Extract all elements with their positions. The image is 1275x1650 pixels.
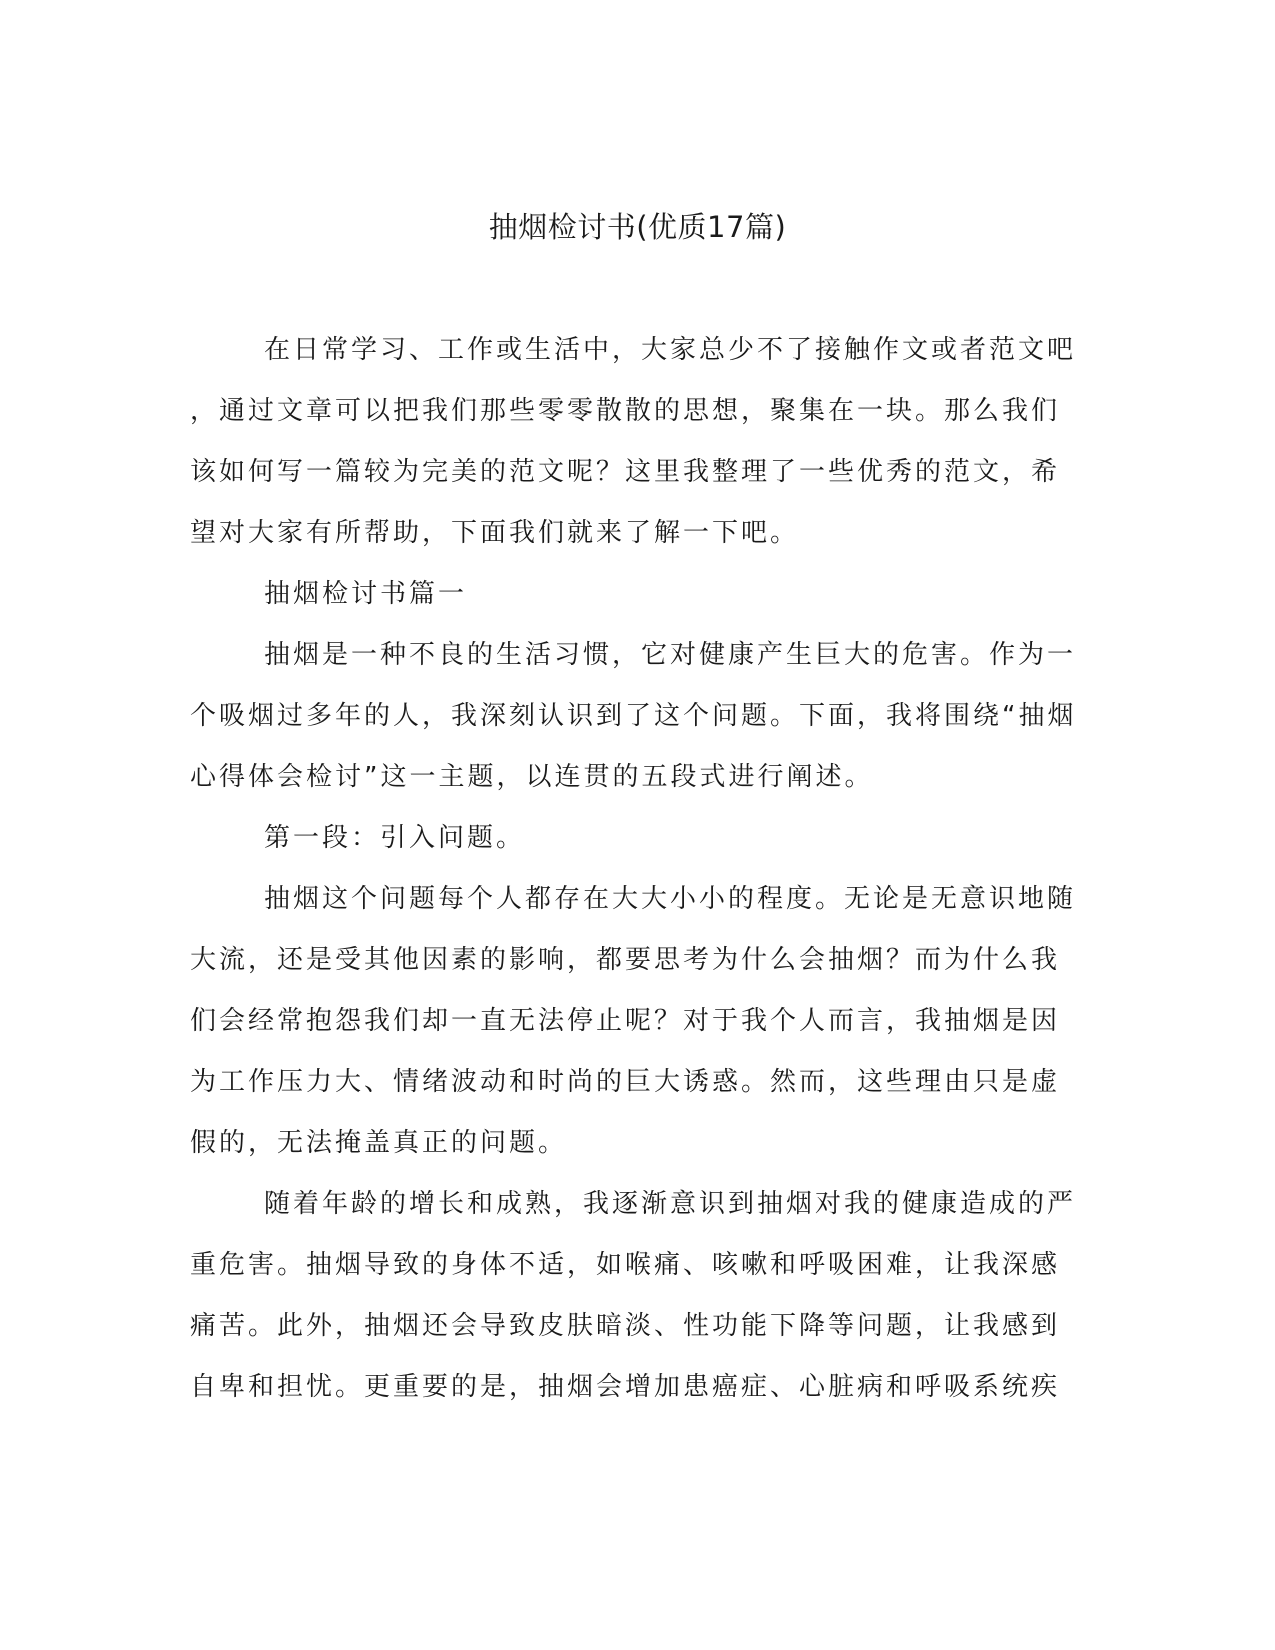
text-line: 抽烟是一种不良的生活习惯，它对健康产生巨大的危害。作为一 (264, 640, 1077, 670)
text-line: 该如何写一篇较为完美的范文呢？这里我整理了一些优秀的范文，希 (190, 457, 1061, 487)
document-body (190, 320, 1077, 1418)
text-line: 假的，无法掩盖真正的问题。 (190, 1128, 568, 1158)
paragraph-3 (190, 1174, 1077, 1418)
paragraph-2 (190, 869, 1077, 1174)
text-line: 抽烟检讨书篇一 (264, 579, 468, 609)
text-line: ，通过文章可以把我们那些零零散散的思想，聚集在一块。那么我们 (190, 396, 1061, 426)
text-line: 们会经常抱怨我们却一直无法停止呢？对于我个人而言，我抽烟是因 (190, 1006, 1061, 1036)
text-line: 心得体会检讨”这一主题，以连贯的五段式进行阐述。 (190, 762, 874, 792)
text-line: 个吸烟过多年的人，我深刻认识到了这个问题。下面，我将围绕“抽烟 (190, 701, 1077, 731)
text-line: 望对大家有所帮助，下面我们就来了解一下吧。 (190, 518, 800, 548)
text-line: 在日常学习、工作或生活中，大家总少不了接触作文或者范文吧 (264, 335, 1077, 365)
text-line: 痛苦。此外，抽烟还会导致皮肤暗淡、性功能下降等问题，让我感到 (190, 1311, 1061, 1341)
paragraph-1 (190, 625, 1077, 808)
text-line: 大流，还是受其他因素的影响，都要思考为什么会抽烟？而为什么我 (190, 945, 1061, 975)
text-line: 随着年龄的增长和成熟，我逐渐意识到抽烟对我的健康造成的严 (264, 1189, 1077, 1219)
document-title: 抽烟检讨书(优质17篇) (488, 210, 787, 244)
text-line: 抽烟这个问题每个人都存在大大小小的程度。无论是无意识地随 (264, 884, 1077, 914)
text-line: 为工作压力大、情绪波动和时尚的巨大诱惑。然而，这些理由只是虚 (190, 1067, 1061, 1097)
text-line: 第一段：引入问题。 (264, 823, 526, 853)
section-heading (190, 564, 1070, 625)
text-line: 自卑和担忧。更重要的是，抽烟会增加患癌症、心脏病和呼吸系统疾 (190, 1372, 1061, 1402)
paragraph-intro (190, 320, 1077, 564)
text-line: 重危害。抽烟导致的身体不适，如喉痛、咳嗽和呼吸困难，让我深感 (190, 1250, 1061, 1280)
sub-heading (190, 808, 1070, 869)
